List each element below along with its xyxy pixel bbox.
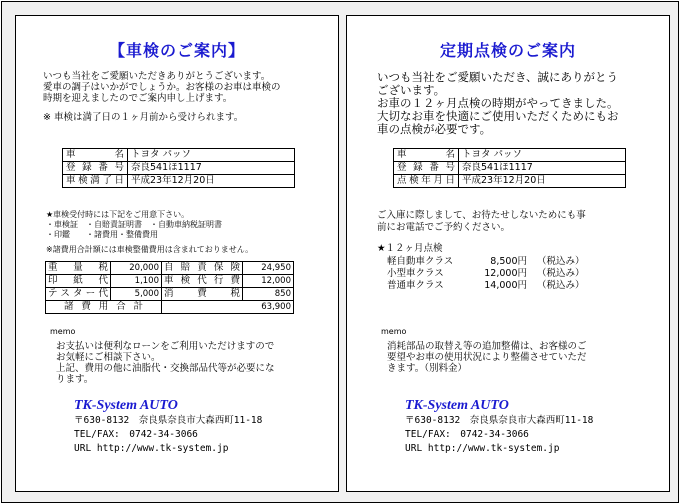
price-tax: （税込み） xyxy=(537,256,585,267)
cost-label: 自賠責保険 xyxy=(162,262,243,275)
right-memo-line-3: きます。（別料金） xyxy=(387,363,467,374)
price-amount: 14,000円 xyxy=(484,280,527,291)
info-value: 平成23年12月20日 xyxy=(128,175,295,188)
periodic-inspection-panel xyxy=(346,15,670,492)
table-row xyxy=(46,301,294,314)
price-row xyxy=(387,256,585,267)
table-row xyxy=(63,149,295,162)
docs-line-2: ・印鑑 ・諸費用・整備費用 xyxy=(46,230,158,239)
table-row xyxy=(46,262,294,275)
cost-value: 24,950 xyxy=(243,262,294,275)
company-logo: TK-System AUTO xyxy=(74,398,178,413)
right-memo-line-1: 消耗部品の取替え等の追加整備は、お客様のご xyxy=(387,341,587,352)
total-label: 諸費用合計 xyxy=(46,301,162,314)
left-title: 【車検のご案内】 xyxy=(108,41,245,60)
info-label: 登録番号 xyxy=(63,162,128,175)
right-memo-label: memo xyxy=(381,327,407,336)
price-class: 小型車クラス xyxy=(387,268,444,279)
cost-label: 印紙代 xyxy=(46,275,111,288)
cost-value: 850 xyxy=(243,288,294,301)
left-memo-label: memo xyxy=(50,327,76,336)
cost-label: 消費税 xyxy=(162,288,243,301)
cost-value: 1,100 xyxy=(111,275,162,288)
right-memo-line-2: 要望やお車の使用状況により整備させていただ xyxy=(387,352,587,363)
price-tax: （税込み） xyxy=(537,280,585,291)
info-label: 登録番号 xyxy=(394,162,459,175)
right-intro-line-5: 車の点検が必要です。 xyxy=(377,122,492,136)
price-title: ★１２ヶ月点検 xyxy=(377,243,443,254)
left-intro-line-3: 時期を迎えましたのでご案内申し上げます。 xyxy=(43,93,233,104)
price-class: 普通車クラス xyxy=(387,280,444,291)
left-memo-line-1: お支払いは便利なローンをご利用いただけますので xyxy=(56,341,275,352)
company-tel: TEL/FAX: 0742-34-3066 xyxy=(74,429,198,440)
docs-heading: ★車検受付時には下記をご用意下さい。 xyxy=(46,210,190,219)
company-url: URL http://www.tk-system.jp xyxy=(405,443,560,454)
cost-note: ※諸費用合計額には車検整備費用は含まれておりません。 xyxy=(46,245,254,254)
info-value: トヨタ パッソ xyxy=(128,149,295,162)
left-intro-line-1: いつも当社をご愛願いただきありがとうございます。 xyxy=(43,71,271,82)
vehicle-inspection-panel xyxy=(15,15,339,492)
left-memo-line-2: お気軽にご相談下さい。 xyxy=(56,352,161,363)
info-value: トヨタ パッソ xyxy=(459,149,626,162)
left-memo-line-4: ります。 xyxy=(56,374,94,385)
cost-value: 12,000 xyxy=(243,275,294,288)
cost-label: 車検代行費 xyxy=(162,275,243,288)
visit-line-2: 前にお電話でご予約ください。 xyxy=(377,222,511,233)
price-row xyxy=(387,280,585,291)
total-value: 63,900 xyxy=(162,301,294,314)
company-address: 〒630-8132 奈良県奈良市大森西町11-18 xyxy=(74,415,263,426)
info-value: 奈良541ほ1117 xyxy=(459,162,626,175)
cost-value: 20,000 xyxy=(111,262,162,275)
left-memo-line-3: 上記、費用の他に油脂代・交換部品代等が必要にな xyxy=(56,363,275,374)
company-address: 〒630-8132 奈良県奈良市大森西町11-18 xyxy=(405,415,594,426)
right-intro-line-4: 大切なお車を快適にご使用いただくためにもお xyxy=(377,109,619,123)
table-row xyxy=(46,275,294,288)
company-tel: TEL/FAX: 0742-34-3066 xyxy=(405,429,529,440)
info-label: 車 名 xyxy=(394,149,459,162)
docs-line-1: ・車検証 ・自賠責証明書 ・自動車納税証明書 xyxy=(46,220,222,229)
table-row xyxy=(46,288,294,301)
left-note: ※ 車検は満了日の１ヶ月前から受けられます。 xyxy=(43,112,244,123)
info-label: 車 名 xyxy=(63,149,128,162)
right-title: 定期点検のご案内 xyxy=(439,41,576,60)
info-value: 奈良541ほ1117 xyxy=(128,162,295,175)
price-amount: 8,500円 xyxy=(490,256,527,267)
info-label: 車検満了日 xyxy=(63,175,128,188)
cost-table xyxy=(45,261,294,314)
company-url: URL http://www.tk-system.jp xyxy=(74,443,229,454)
left-intro-line-2: 愛車の調子はいかがでしょうか。お客様のお車は車検の xyxy=(43,82,281,93)
visit-line-1: ご入庫に際しまして、お待たせしないためにも事 xyxy=(377,210,586,221)
table-row xyxy=(63,162,295,175)
right-intro-line-3: お車の１２ヶ月点検の時期がやってきました。 xyxy=(377,96,619,110)
left-vehicle-info-table xyxy=(62,148,295,188)
cost-label: 重量税 xyxy=(46,262,111,275)
table-row xyxy=(394,162,626,175)
right-intro-line-2: ございます。 xyxy=(377,83,446,97)
company-logo: TK-System AUTO xyxy=(405,398,509,413)
price-amount: 12,000円 xyxy=(484,268,527,279)
price-tax: （税込み） xyxy=(537,268,585,279)
info-label: 点検年月日 xyxy=(394,175,459,188)
window-frame xyxy=(1,1,679,503)
price-class: 軽自動車クラス xyxy=(387,256,454,267)
table-row xyxy=(63,175,295,188)
price-row xyxy=(387,268,585,279)
info-value: 平成23年12月20日 xyxy=(459,175,626,188)
cost-label: テスター代 xyxy=(46,288,111,301)
right-vehicle-info-table xyxy=(393,148,626,188)
table-row xyxy=(394,175,626,188)
cost-value: 5,000 xyxy=(111,288,162,301)
table-row xyxy=(394,149,626,162)
right-intro-line-1: いつも当社をご愛願いただき、誠にありがとう xyxy=(377,70,619,84)
